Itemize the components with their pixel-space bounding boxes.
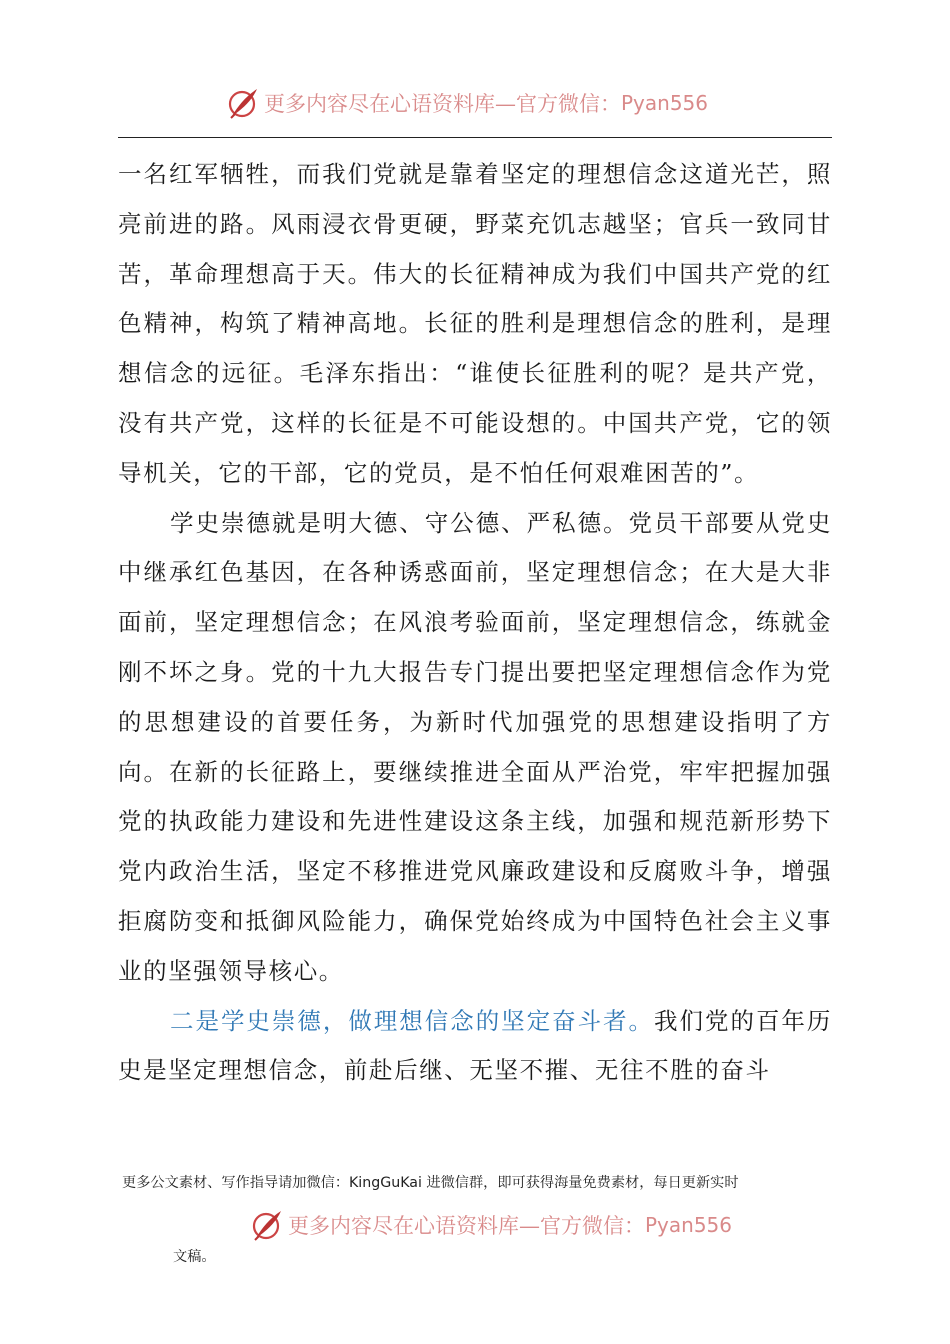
watermark-wechat-id: Pyan556 xyxy=(645,1213,733,1237)
footer-note-continuation: 文稿。 xyxy=(173,1249,216,1265)
quill-pen-logo-icon xyxy=(226,86,260,120)
header-rule xyxy=(118,137,832,138)
paragraph-1 xyxy=(118,150,832,499)
watermark-wechat-id: Pyan556 xyxy=(621,91,709,115)
paragraph-3-text: 我们党的百年历史是坚定理想信念，前赴后继、无坚不摧、无往不胜的奋斗 xyxy=(118,1006,833,1085)
paragraph-1-text: 一名红军牺牲，而我们党就是靠着坚定的理想信念这道光芒，照亮前进的路。风雨浸衣骨更硬，野菜充饥志越坚；官兵一致同甘苦，革命理想高于天。伟大的长征精神成为我们中国共产党的红色精神，构筑了精神高地。长征的胜利是理想信念的胜利，是理想信念的远征。毛泽东指出：“谁使长征胜利的呢？是共产党，没有共产党，这样的长征是不可能设想的。中国共产党，它的领导机关，它的干部，它的党员，是不怕任何艰难困苦的”。 xyxy=(118,160,832,487)
section-heading-inline: 二是学史崇德，做理想信念的坚定奋斗者。 xyxy=(170,1006,655,1035)
watermark-top xyxy=(226,86,708,120)
watermark-text: 更多内容尽在心语资料库—官方微信： xyxy=(288,1214,645,1238)
watermark-text: 更多内容尽在心语资料库—官方微信： xyxy=(264,92,621,116)
quill-pen-logo-icon xyxy=(250,1208,284,1242)
document-body xyxy=(118,150,832,1096)
watermark-bottom xyxy=(250,1208,732,1242)
footer-note: 更多公文素材、写作指导请加微信：KingGuKai 进微信群，即可获得海量免费素材，每日更新实时 xyxy=(122,1175,739,1191)
paragraph-3 xyxy=(118,997,832,1097)
paragraph-2-text: 学史崇德就是明大德、守公德、严私德。党员干部要从党史中继承红色基因，在各种诱惑面前，坚定理想信念；在大是大非面前，坚定理想信念；在风浪考验面前，坚定理想信念，练就金刚不坏之身。党的十九大报告专门提出要把坚定理想信念作为党的思想建设的首要任务，为新时代加强党的思想建设指明了方向。在新的长征路上，要继续推进全面从严治党，牢牢把握加强党的执政能力建设和先进性建设这条主线，加强和规范新形势下党内政治生活，坚定不移推进党风廉政建设和反腐败斗争，增强拒腐防变和抵御风险能力，确保党始终成为中国特色社会主义事业的坚强领导核心。 xyxy=(118,508,832,985)
paragraph-2 xyxy=(118,499,832,997)
